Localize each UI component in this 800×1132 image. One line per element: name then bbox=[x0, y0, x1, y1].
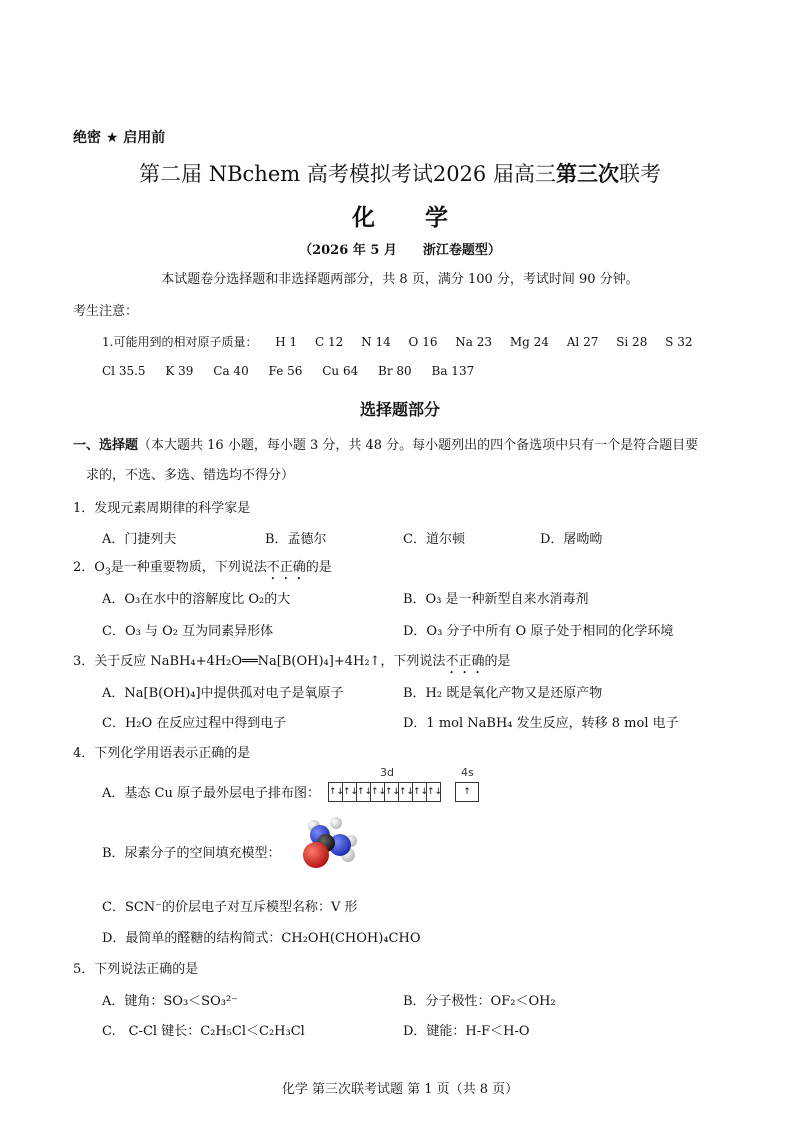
q2-option-a: A．O₃在水中的溶解度比 O₂的大 bbox=[102, 592, 291, 607]
question-4-stem: 4．下列化学用语表示正确的是 bbox=[73, 746, 251, 761]
q1-option-d: D．屠呦呦 bbox=[540, 532, 603, 547]
mass-item: C 12 bbox=[315, 335, 344, 349]
masses-label: 1.可能用到的相对原子质量： bbox=[102, 335, 258, 349]
q3-stem-emphasis: 不正确 bbox=[445, 654, 485, 669]
exam-title-part-b: 第三次 bbox=[555, 161, 619, 186]
q4-option-a: A．基态 Cu 原子最外层电子排布图： bbox=[102, 786, 320, 801]
q3-option-d: D．1 mol NaBH₄ 发生反应，转移 8 mol 电子 bbox=[403, 716, 679, 731]
question-1-stem: 1．发现元素周期律的科学家是 bbox=[73, 501, 251, 516]
q2-option-c: C．O₃ 与 O₂ 互为同素异形体 bbox=[102, 624, 274, 639]
q4-option-c: C．SCN⁻的价层电子对互斥模型名称：V 形 bbox=[102, 900, 358, 915]
mass-item: Ca 40 bbox=[213, 364, 249, 378]
mass-item: O 16 bbox=[408, 335, 438, 349]
mass-item: H 1 bbox=[275, 335, 298, 349]
mass-item: Mg 24 bbox=[509, 335, 549, 349]
secret-label: 绝密 ★ 启用前 bbox=[73, 130, 166, 146]
q5-option-d: D．键能：H-F＜H-O bbox=[403, 1024, 530, 1039]
orbital-4s-label: 4s bbox=[461, 766, 474, 779]
q2-stem-emphasis: 不正确 bbox=[266, 560, 306, 575]
instructions-line-1: （本大题共 16 小题，每小题 3 分，共 48 分。每小题列出的四个备选项中只有一个是符合题目要 bbox=[138, 438, 699, 453]
mass-item: Fe 56 bbox=[268, 364, 303, 378]
q1-option-c: C．道尔顿 bbox=[403, 532, 465, 547]
section-title: 选择题部分 bbox=[359, 400, 440, 419]
orbital-3d-diagram bbox=[328, 782, 441, 802]
question-2-stem bbox=[73, 556, 332, 583]
orbital-3d-label: 3d bbox=[380, 766, 394, 779]
urea-space-filling-model-icon bbox=[296, 815, 362, 875]
q2-stem-c: 的是 bbox=[305, 560, 332, 575]
section-instructions bbox=[73, 434, 698, 453]
q3-option-a: A．Na[B(OH)₄]中提供孤对电子是氧原子 bbox=[102, 686, 344, 701]
mass-item: Br 80 bbox=[378, 364, 412, 378]
exam-date: （2026 年 5 月 浙江卷题型） bbox=[299, 243, 501, 258]
q5-option-c: C. C-Cl 键长：C₂H₅Cl＜C₂H₃Cl bbox=[102, 1024, 305, 1039]
mass-item: K 39 bbox=[165, 364, 194, 378]
q2-stem-a: 2．O bbox=[73, 560, 105, 575]
question-5-stem: 5．下列说法正确的是 bbox=[73, 962, 199, 977]
exam-title-part-a: 第二届 NBchem 高考模拟考试2026 届高三 bbox=[139, 162, 556, 186]
q5-option-b: B．分子极性：OF₂＜OH₂ bbox=[403, 994, 556, 1009]
q3-option-c: C．H₂O 在反应过程中得到电子 bbox=[102, 716, 287, 731]
question-3-stem bbox=[73, 650, 510, 677]
page-footer: 化学 第三次联考试题 第 1 页（共 8 页） bbox=[281, 1082, 519, 1097]
q2-stem-b: 是一种重要物质，下列说法 bbox=[110, 560, 267, 575]
up-down-arrow-icon: ↑↓ bbox=[329, 783, 343, 801]
q1-option-b: B．孟德尔 bbox=[265, 532, 327, 547]
q4-option-d: D．最简单的醛糖的结构简式：CH₂OH(CHOH)₄CHO bbox=[102, 931, 421, 946]
q4-option-b: B．尿素分子的空间填充模型： bbox=[102, 846, 281, 861]
q2-stem-sub: 3 bbox=[104, 567, 111, 578]
exam-title-part-c: 联考 bbox=[618, 162, 661, 186]
exam-description: 本试题卷分选择题和非选择题两部分，共 8 页，满分 100 分，考试时间 90 分钟。 bbox=[161, 272, 639, 287]
up-down-arrow-icon: ↑↓ bbox=[399, 783, 413, 801]
up-arrow-icon: ↑ bbox=[463, 787, 471, 797]
mass-item: Si 28 bbox=[616, 335, 648, 349]
atomic-masses-row-1 bbox=[102, 333, 706, 350]
up-down-arrow-icon: ↑↓ bbox=[343, 783, 357, 801]
mass-item: Cl 35.5 bbox=[102, 364, 146, 378]
mass-item: Ba 137 bbox=[431, 364, 475, 378]
mass-item: Na 23 bbox=[455, 335, 493, 349]
q1-option-a: A．门捷列夫 bbox=[102, 532, 177, 547]
mass-item: S 32 bbox=[665, 335, 693, 349]
up-down-arrow-icon: ↑↓ bbox=[385, 783, 399, 801]
q3-stem-a: 3．关于反应 NaBH₄+4H₂O══Na[B(OH)₄]+4H₂↑，下列说法 bbox=[73, 654, 446, 669]
q3-stem-c: 的是 bbox=[484, 654, 511, 669]
exam-title bbox=[0, 158, 800, 188]
up-down-arrow-icon: ↑↓ bbox=[371, 783, 385, 801]
mass-item: N 14 bbox=[361, 335, 391, 349]
up-down-arrow-icon: ↑↓ bbox=[413, 783, 427, 801]
q2-option-d: D．O₃ 分子中所有 O 原子处于相同的化学环境 bbox=[403, 624, 674, 639]
subject-title: 化学 bbox=[352, 205, 498, 231]
instructions-line-2: 求的，不选、多选、错选均不得分） bbox=[86, 468, 295, 483]
orbital-4s-diagram bbox=[455, 782, 479, 802]
up-down-arrow-icon: ↑↓ bbox=[357, 783, 371, 801]
q2-option-b: B．O₃ 是一种新型自来水消毒剂 bbox=[403, 592, 589, 607]
part-label: 一、选择题 bbox=[73, 438, 139, 453]
q3-option-b: B．H₂ 既是氧化产物又是还原产物 bbox=[403, 686, 603, 701]
up-down-arrow-icon: ↑↓ bbox=[427, 787, 443, 797]
q5-option-a: A．键角：SO₃＜SO₃²⁻ bbox=[102, 994, 239, 1009]
notice-title: 考生注意： bbox=[73, 304, 139, 319]
mass-item: Cu 64 bbox=[322, 364, 359, 378]
mass-item: Al 27 bbox=[566, 335, 599, 349]
atomic-masses-row-2 bbox=[102, 364, 490, 378]
